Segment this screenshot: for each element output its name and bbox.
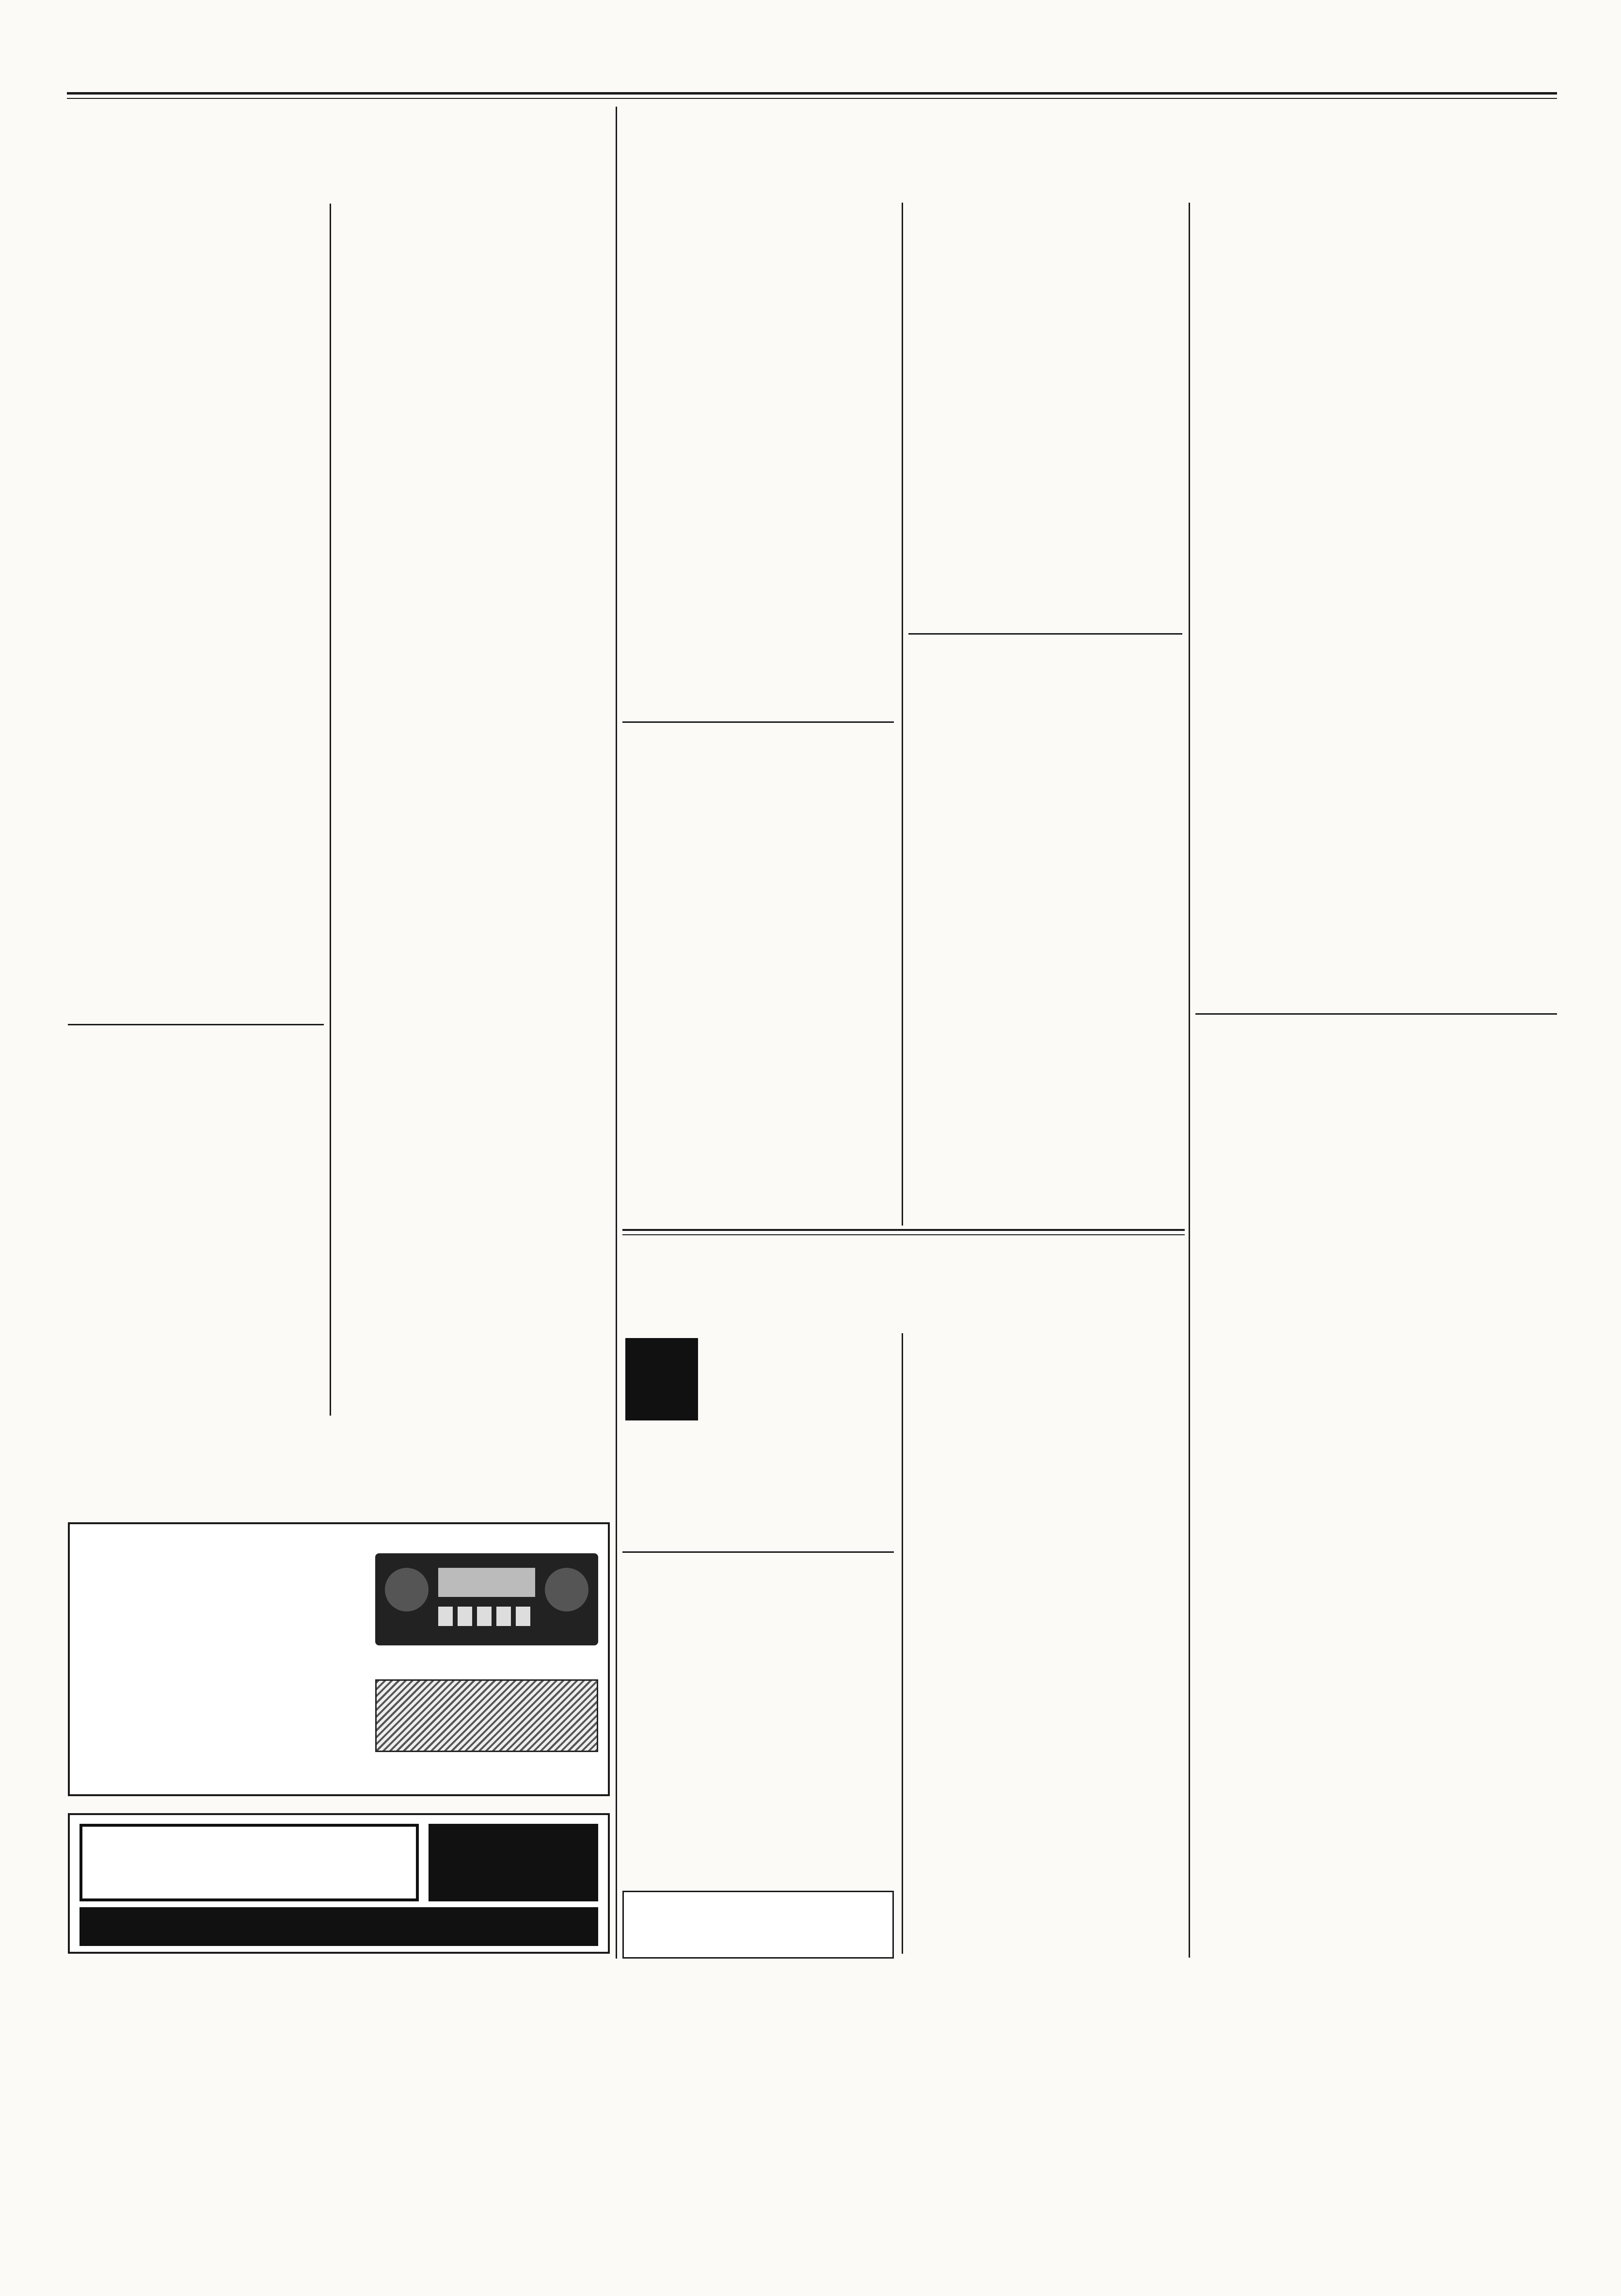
section-rule: [68, 1024, 324, 1025]
radio-adapter-image: [375, 1679, 598, 1752]
section-rule: [622, 1551, 894, 1553]
comercio-column-3b: [1195, 1098, 1557, 1965]
comercio-column-2: [908, 203, 1182, 629]
livros-headline: [622, 1247, 1185, 1320]
radio-dial: [545, 1568, 588, 1611]
laurodentil-strip: [79, 1907, 598, 1946]
column-rule: [616, 107, 617, 1959]
comercio-column-2b: [908, 722, 1182, 1222]
radio-dial: [385, 1568, 429, 1611]
vaticano-turquia-body: [68, 1367, 324, 1503]
livros-item-1-intro: [625, 1333, 894, 1542]
comercio-headline: [622, 114, 1558, 202]
section-rule-double: [622, 1234, 1185, 1235]
laurodentil-logo-box: [79, 1824, 419, 1901]
section-rule: [622, 721, 894, 723]
section-rule: [908, 633, 1182, 635]
comercio-column-1b: [622, 790, 894, 1222]
faculdades-headline: [68, 114, 611, 211]
livros-item-1-cont: [908, 1333, 1182, 1934]
siera-ad: [68, 1522, 610, 1796]
ajuduto-ad: [622, 1891, 894, 1959]
comercio-column-1: [622, 223, 894, 718]
section-rule: [1195, 1013, 1557, 1015]
masthead-rule: [67, 92, 1557, 95]
column-rule: [902, 203, 903, 1226]
reuniao-body: [68, 1110, 324, 1299]
masthead-rule-thin: [67, 98, 1557, 99]
comercio-column-3: [1195, 203, 1557, 1007]
laurodentil-slogan-box: [429, 1824, 598, 1901]
column-rule: [902, 1333, 903, 1954]
car-radio-image: [375, 1553, 598, 1645]
laurodentil-ad: [68, 1813, 610, 1954]
column-rule: [330, 204, 331, 1416]
section-rule-double: [622, 1229, 1185, 1231]
faculdades-column-1: [68, 228, 324, 1016]
masthead: [0, 0, 1621, 97]
radio-buttons: [438, 1607, 535, 1626]
radio-display: [438, 1568, 535, 1597]
faculdades-column-2: [336, 204, 610, 1442]
moss-body: [622, 1646, 894, 1883]
column-rule: [1189, 203, 1190, 1958]
